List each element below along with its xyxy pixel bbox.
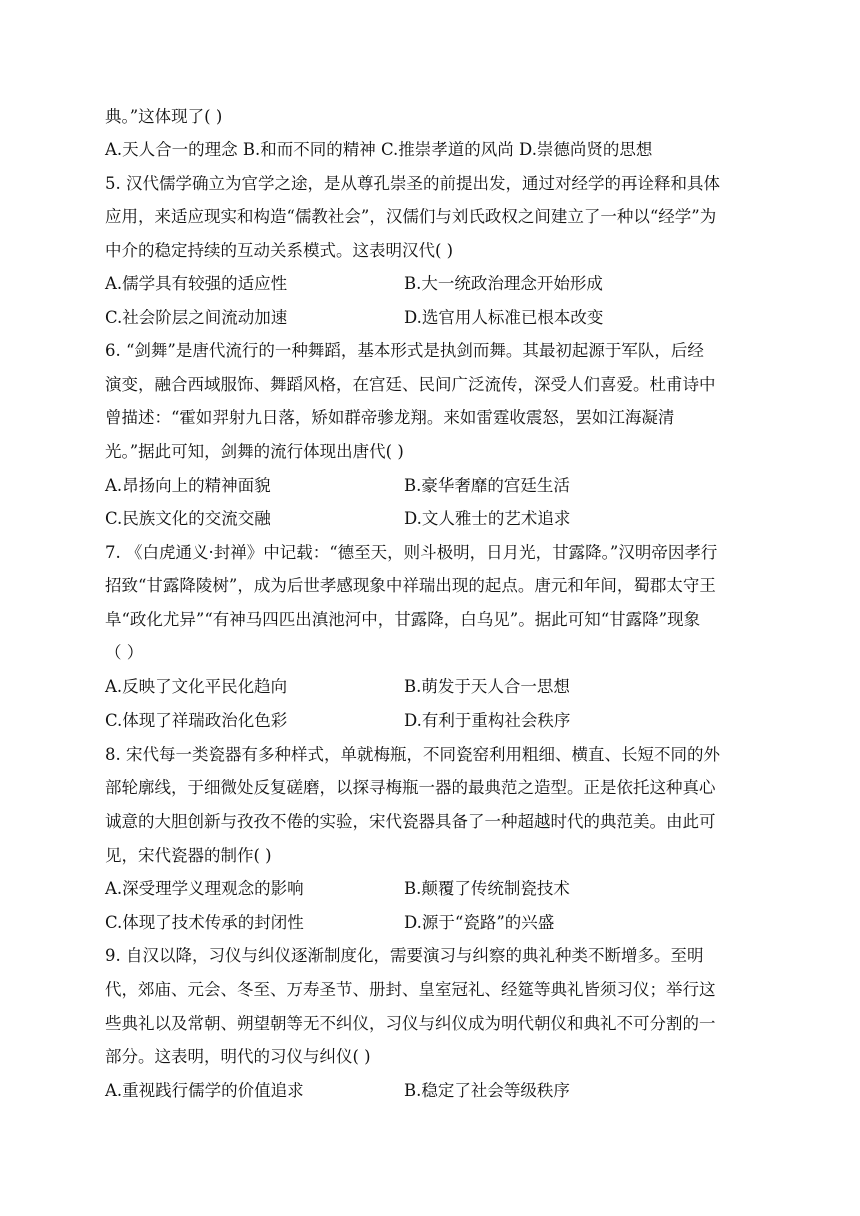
- q4-stem-end: 典。”这体现了( ): [105, 107, 223, 126]
- q9-option-b: B.稳定了社会等级秩序: [404, 1081, 570, 1100]
- q8-option-c: C.体现了技术传承的封闭性: [105, 913, 304, 932]
- q9-stem-line-4: 部分。这表明，明代的习仪与纠仪( ): [105, 1047, 371, 1066]
- q6-stem-line-4: 光。”据此可知，剑舞的流行体现出唐代( ): [105, 442, 404, 461]
- q6-option-a: A.昂扬向上的精神面貌: [105, 476, 271, 495]
- q8-option-d: D.源于“瓷路”的兴盛: [404, 913, 555, 932]
- q8-stem-line-1: 8. 宋代每一类瓷器有多种样式，单就梅瓶，不同瓷窑利用粗细、横直、长短不同的外: [105, 745, 720, 764]
- q5-stem-line-1: 5. 汉代儒学确立为官学之途，是从尊孔崇圣的前提出发，通过对经学的再诠释和具体: [105, 174, 720, 193]
- q7-stem-line-3: 阜“政化尤异”“有神马四匹出滇池河中，甘露降，白乌见”。据此可知“甘露降”现象: [105, 610, 701, 629]
- q9-stem-line-1: 9. 自汉以降，习仪与纠仪逐渐制度化，需要演习与纠察的典礼种类不断增多。至明: [105, 946, 704, 965]
- q5-option-b: B.大一统政治理念开始形成: [404, 274, 603, 293]
- q9-option-a: A.重视践行儒学的价值追求: [105, 1081, 304, 1100]
- q8-stem-line-4: 见，宋代瓷器的制作( ): [105, 846, 272, 865]
- q9-stem-line-2: 代，郊庙、元会、冬至、万寿圣节、册封、皇室冠礼、经筵等典礼皆须习仪；举行这: [105, 980, 716, 999]
- q7-option-c: C.体现了祥瑞政治化色彩: [105, 711, 288, 730]
- q6-option-b: B.豪华奢靡的宫廷生活: [404, 476, 570, 495]
- q5-stem-line-2: 应用，来适应现实和构造“儒教社会”，汉儒们与刘氏政权之间建立了一种以“经学”为: [105, 207, 717, 226]
- q6-stem-line-3: 曾描述：“霍如羿射九日落，矫如群帝骖龙翔。来如雷霆收震怒，罢如江海凝清: [105, 408, 675, 427]
- q8-option-b: B.颠覆了传统制瓷技术: [404, 879, 570, 898]
- q5-stem-line-3: 中介的稳定持续的互动关系模式。这表明汉代( ): [105, 241, 454, 260]
- q6-stem-line-1: 6. “剑舞”是唐代流行的一种舞蹈，基本形式是执剑而舞。其最初起源于军队，后经: [105, 341, 704, 360]
- q7-stem-line-1: 7. 《白虎通义·封禅》中记载：“德至天，则斗极明，日月光，甘露降。”汉明帝因孝行: [105, 543, 718, 562]
- q8-stem-line-3: 诚意的大胆创新与孜孜不倦的实验，宋代瓷器具备了一种超越时代的典范美。由此可: [105, 812, 716, 831]
- q7-option-a: A.反映了文化平民化趋向: [105, 677, 288, 696]
- q6-option-c: C.民族文化的交流交融: [105, 509, 271, 528]
- q8-option-a: A.深受理学义理观念的影响: [105, 879, 304, 898]
- q9-stem-line-3: 些典礼以及常朝、朔望朝等无不纠仪，习仪与纠仪成为明代朝仪和典礼不可分割的一: [105, 1014, 716, 1033]
- q5-option-d: D.选官用人标准已根本改变: [404, 308, 604, 327]
- q5-option-c: C.社会阶层之间流动加速: [105, 308, 288, 327]
- q7-option-d: D.有利于重构社会秩序: [404, 711, 571, 730]
- q7-option-b: B.萌发于天人合一思想: [404, 677, 570, 696]
- q4-options: A.天人合一的理念 B.和而不同的精神 C.推崇孝道的风尚 D.崇德尚贤的思想: [105, 140, 653, 159]
- q6-option-d: D.文人雅士的艺术追求: [404, 509, 571, 528]
- q5-option-a: A.儒学具有较强的适应性: [105, 274, 288, 293]
- q7-stem-line-2: 招致“甘露降陵树”，成为后世孝感现象中祥瑞出现的起点。唐元和年间，蜀郡太守王: [105, 576, 716, 595]
- q7-stem-line-4: （ ）: [105, 643, 144, 662]
- q6-stem-line-2: 演变，融合西域服饰、舞蹈风格，在宫廷、民间广泛流传，深受人们喜爱。杜甫诗中: [105, 375, 716, 394]
- q8-stem-line-2: 部轮廓线，于细微处反复磋磨，以探寻梅瓶一器的最典范之造型。正是依托这种真心: [105, 778, 716, 797]
